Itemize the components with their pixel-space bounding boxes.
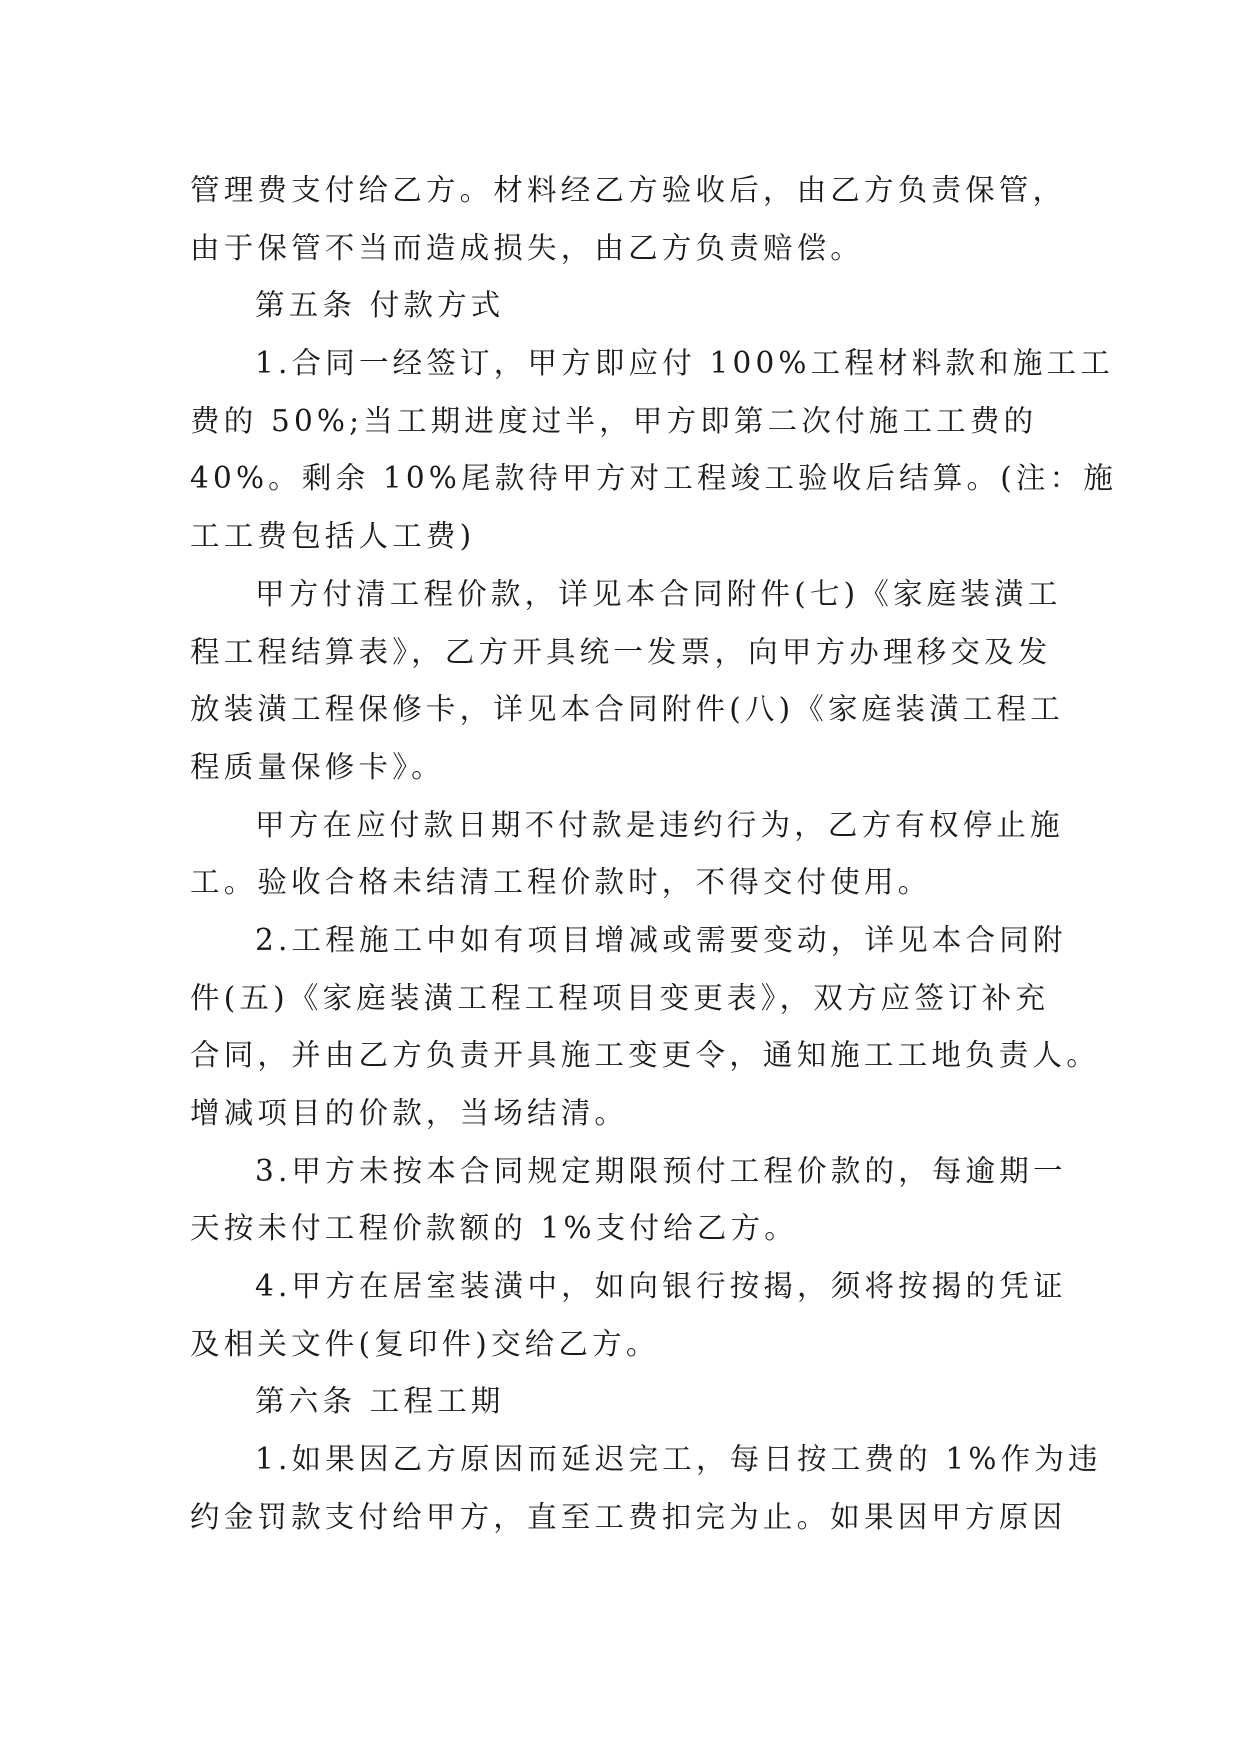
text-line: 程质量保修卡》。 xyxy=(190,749,445,784)
text-line: 合同，并由乙方负责开具施工变更令，通知施工工地负责人。 xyxy=(190,1038,1100,1073)
text-line: 约金罚款支付给甲方，直至工费扣完为止。如果因甲方原因 xyxy=(190,1499,1067,1534)
text-line: 管理费支付给乙方。材料经乙方验收后，由乙方负责保管， xyxy=(190,173,1067,207)
text-line: 1.如果因乙方原因而延迟完工，每日按工费的 1%作为违 xyxy=(255,1442,1102,1477)
text-line: 放装潢工程保修卡，详见本合同附件(八)《家庭装潢工程工 xyxy=(190,692,1064,727)
text-line: 1.合同一经签订，甲方即应付 100%工程材料款和施工工 xyxy=(255,346,1114,381)
text-line: 甲方付清工程价款，详见本合同附件(七)《家庭装潢工 xyxy=(255,576,1062,611)
text-line: 件(五)《家庭装潢工程工程项目变更表》，双方应签订补充 xyxy=(190,980,1050,1015)
text-line: 2.工程施工中如有项目增减或需要变动，详见本合同附 xyxy=(255,922,1067,957)
text-line: 甲方在应付款日期不付款是违约行为，乙方有权停止施 xyxy=(255,807,1064,842)
text-line: 工工费包括人工费) xyxy=(190,519,476,554)
text-line: 程工程结算表》，乙方开具统一发票，向甲方办理移交及发 xyxy=(190,634,1052,669)
text-line: 由于保管不当而造成损失，由乙方负责赔偿。 xyxy=(190,230,865,265)
text-line: 4.甲方在居室装潢中，如向银行按揭，须将按揭的凭证 xyxy=(255,1269,1067,1304)
text-line: 第六条 工程工期 xyxy=(255,1384,505,1419)
document-body xyxy=(190,162,1118,1547)
text-line: 及相关文件(复印件)交给乙方。 xyxy=(190,1326,660,1361)
text-line: 3.甲方未按本合同规定期限预付工程价款的，每逾期一 xyxy=(255,1153,1067,1188)
text-line: 天按未付工程价款额的 1%支付给乙方。 xyxy=(190,1211,798,1246)
text-line: 工。验收合格未结清工程价款时，不得交付使用。 xyxy=(190,865,932,900)
text-line: 增减项目的价款，当场结清。 xyxy=(190,1096,629,1130)
text-line: 第五条 付款方式 xyxy=(255,288,505,323)
text-line: 费的 50%;当工期进度过半，甲方即第二次付施工工费的 xyxy=(190,403,1038,438)
text-line: 40%。剩余 10%尾款待甲方对工程竣工验收后结算。(注：施 xyxy=(190,461,1118,496)
